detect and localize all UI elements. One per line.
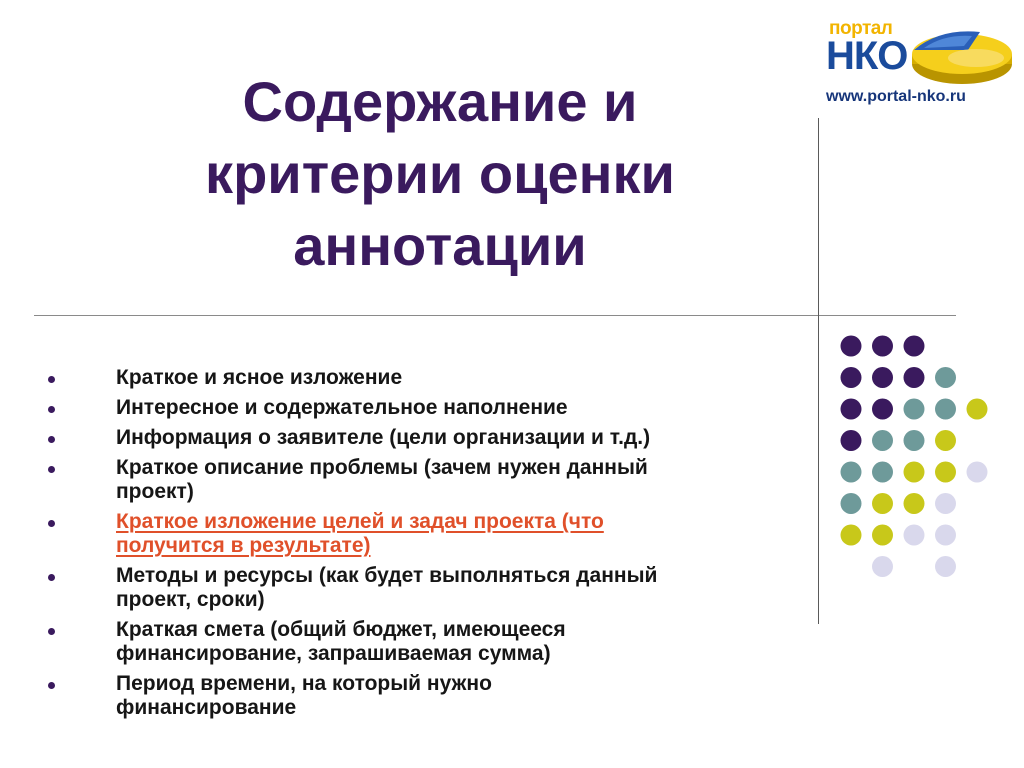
bullet-text [116,426,650,449]
bullet-text [116,672,492,719]
decor-dot [904,525,925,546]
bullet-item [44,618,804,666]
bullet-text [116,396,568,419]
decor-dot [935,430,956,451]
title-line-1: Содержание и [242,70,638,133]
bullet-text [116,564,657,611]
slide-title [70,66,810,282]
decor-dot [904,367,925,388]
bullet-text [116,618,566,665]
decor-dot [935,525,956,546]
logo-coin-icon [910,20,1014,92]
decor-dot [935,462,956,483]
bullet-line: Краткое и ясное изложение [116,366,403,389]
bullet-item [44,456,804,504]
bullet-dot-icon [48,466,55,473]
decor-dot [841,525,862,546]
bullet-dot-icon [48,520,55,527]
decor-dot [872,336,893,357]
vertical-divider [818,118,819,624]
decor-dot [904,493,925,514]
decor-dot [872,556,893,577]
bullet-line: Краткая смета (общий бюджет, имеющееся [116,618,566,641]
decor-dot [841,462,862,483]
bullet-item [44,510,804,558]
decor-dot [904,430,925,451]
logo-portal-word: портал [829,18,893,39]
decor-dot [872,493,893,514]
decor-dot [967,462,988,483]
decor-dot [872,430,893,451]
bullet-line: проект, сроки) [116,588,265,611]
decor-dot [935,367,956,388]
decor-dot [904,462,925,483]
decor-dot [872,367,893,388]
bullet-line: получится в результате) [116,534,371,557]
decor-dot [935,556,956,577]
decor-dot [904,399,925,420]
decor-dot [967,399,988,420]
portal-nko-logo [818,16,1018,116]
decor-dot [841,399,862,420]
bullet-dot-icon [48,628,55,635]
decor-dot [935,399,956,420]
criteria-list [44,366,804,726]
bullet-line: Методы и ресурсы (как будет выполняться данный [116,564,658,587]
bullet-item [44,426,804,450]
decor-dot [841,367,862,388]
decor-dot [841,336,862,357]
decor-dot [841,493,862,514]
decor-dot [841,430,862,451]
bullet-line: финансирование, запрашиваемая сумма) [116,642,551,665]
bullet-line: финансирование [116,696,297,719]
bullet-line: проект) [116,480,194,503]
bullet-dot-icon [48,574,55,581]
highlighted-bullet-text [116,510,604,557]
decor-dot [872,399,893,420]
bullet-item [44,366,804,390]
bullet-item [44,564,804,612]
title-line-3: аннотации [293,214,587,277]
decor-dot [935,493,956,514]
bullet-line: Интересное и содержательное наполнение [116,396,568,419]
bullet-text [116,456,648,503]
decor-dot [904,336,925,357]
bullet-line: Информация о заявителе (цели организации и т.д.) [116,426,651,449]
title-line-2: критерии оценки [205,142,675,205]
logo-url: www.portal-nko.ru [826,88,966,105]
logo-brand: НКО [826,34,908,78]
bullet-dot-icon [48,376,55,383]
bullet-dot-icon [48,682,55,689]
bullet-line: Период времени, на который нужно [116,672,492,695]
bullet-line: Краткое изложение целей и задач проекта (что [116,510,604,533]
decor-dot [872,462,893,483]
bullet-text [116,366,402,389]
decor-dot [872,525,893,546]
bullet-dot-icon [48,406,55,413]
bullet-line: Краткое описание проблемы (зачем нужен данный [116,456,648,479]
bullet-dot-icon [48,436,55,443]
bullet-item [44,672,804,720]
bullet-item [44,396,804,420]
